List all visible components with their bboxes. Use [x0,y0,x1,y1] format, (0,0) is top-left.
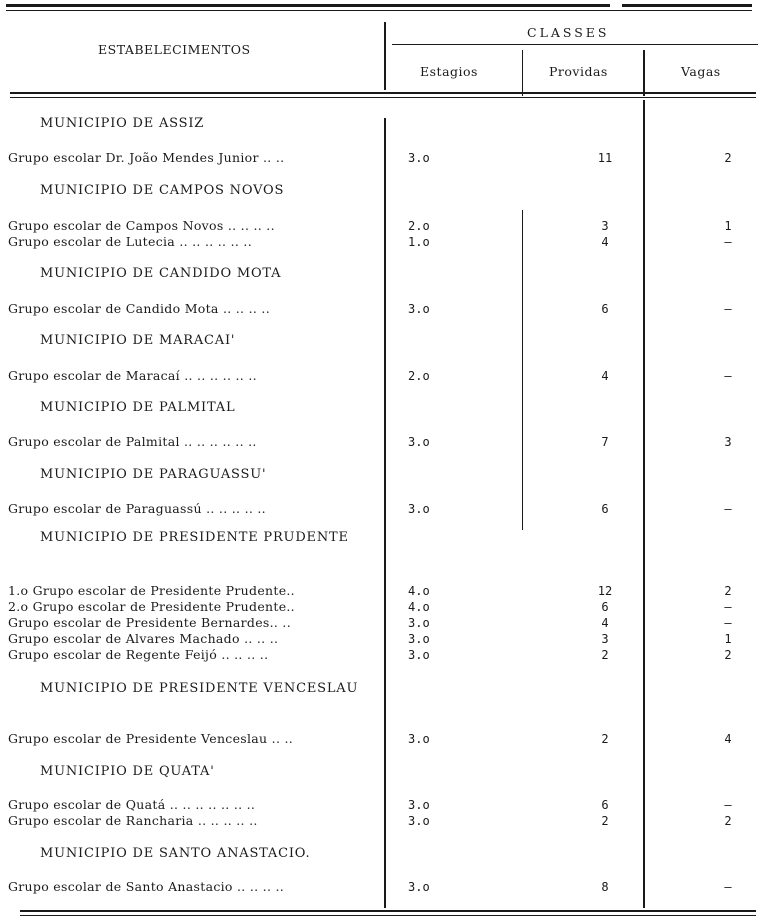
stage-cell: 2.o [408,219,430,233]
provided-cell: 11 [597,151,613,165]
school-name: Grupo escolar de Paraguassú .. .. .. .. .. [8,501,266,516]
school-name: Grupo escolar de Regente Feijó .. .. .. .. [8,647,269,662]
vacant-cell: — [724,600,732,614]
provided-cell: 3 [601,632,609,646]
provided-cell: 8 [601,880,609,894]
bottom-rule-2 [20,915,756,916]
municipio-title: MUNICIPIO DE PALMITAL [40,400,236,415]
vacant-cell: 2 [724,151,732,165]
school-name: Grupo escolar de Palmital .. .. .. .. .. .. [8,434,257,449]
stage-cell: 4.o [408,584,430,598]
school-name: Grupo escolar de Quatá .. .. .. .. .. .. .. [8,797,256,812]
provided-cell: 4 [601,369,609,383]
stage-cell: 4.o [408,600,430,614]
top-rule-right [622,4,752,7]
provided-cell: 2 [601,814,609,828]
vacant-cell: — [724,798,732,812]
provided-cell: 6 [601,798,609,812]
school-name: Grupo escolar de Presidente Venceslau .. .. [8,731,294,746]
classes-underline [392,44,758,45]
body-divider-2 [522,210,523,530]
school-name: 1.o Grupo escolar de Presidente Prudente.. [8,583,295,598]
vacant-cell: — [724,616,732,630]
municipio-title: MUNICIPIO DE QUATA' [40,764,215,779]
vacant-header: Vagas [681,64,721,79]
vacant-cell: 2 [724,814,732,828]
municipio-title: MUNICIPIO DE PRESIDENTE VENCESLAU [40,681,359,696]
provided-cell: 4 [601,235,609,249]
school-name: Grupo escolar de Santo Anastacio .. .. .. .. [8,879,285,894]
stage-cell: 3.o [408,732,430,746]
stage-cell: 1.o [408,235,430,249]
header-divider-3 [643,50,645,96]
stage-cell: 2.o [408,369,430,383]
header-rule-2 [10,97,756,98]
header-rule-1 [10,92,756,94]
stage-cell: 3.o [408,302,430,316]
vacant-cell: — [724,235,732,249]
vacant-cell: 2 [724,584,732,598]
establishments-header: ESTABELECIMENTOS [98,42,251,57]
header-divider-1 [384,22,386,90]
classes-header: CLASSES [527,25,610,40]
provided-cell: 4 [601,616,609,630]
vacant-cell: — [724,880,732,894]
vacant-cell: 2 [724,648,732,662]
stage-cell: 3.o [408,435,430,449]
stages-header: Estagios [420,64,478,79]
municipio-title: MUNICIPIO DE PARAGUASSU' [40,467,267,482]
stage-cell: 3.o [408,880,430,894]
bottom-rule-1 [20,910,756,912]
stage-cell: 3.o [408,616,430,630]
school-name: Grupo escolar de Rancharia .. .. .. .. .. [8,813,258,828]
school-name: Grupo escolar de Lutecia .. .. .. .. .. .. [8,234,252,249]
municipio-title: MUNICIPIO DE CANDIDO MOTA [40,266,282,281]
school-name: Grupo escolar de Alvares Machado .. .. .. [8,631,279,646]
vacant-cell: 1 [724,219,732,233]
provided-cell: 2 [601,648,609,662]
provided-cell: 12 [597,584,613,598]
stage-cell: 3.o [408,814,430,828]
stage-cell: 3.o [408,502,430,516]
provided-header: Providas [549,64,608,79]
provided-cell: 7 [601,435,609,449]
provided-cell: 2 [601,732,609,746]
provided-cell: 6 [601,302,609,316]
provided-cell: 6 [601,502,609,516]
municipio-title: MUNICIPIO DE MARACAI' [40,333,236,348]
body-divider-1 [384,118,386,908]
stage-cell: 3.o [408,798,430,812]
stage-cell: 3.o [408,151,430,165]
vacant-cell: 4 [724,732,732,746]
header-divider-2 [522,50,523,96]
school-name: Grupo escolar de Candido Mota .. .. .. .. [8,301,270,316]
vacant-cell: — [724,502,732,516]
stage-cell: 3.o [408,648,430,662]
school-name: Grupo escolar de Presidente Bernardes.. .. [8,615,291,630]
municipio-title: MUNICIPIO DE PRESIDENTE PRUDENTE [40,530,349,545]
school-name: Grupo escolar de Maracaí .. .. .. .. .. .. [8,368,257,383]
top-rule [6,4,610,7]
vacant-cell: — [724,302,732,316]
municipio-title: MUNICIPIO DE SANTO ANASTACIO. [40,846,311,861]
stage-cell: 3.o [408,632,430,646]
municipio-title: MUNICIPIO DE ASSIZ [40,116,205,131]
vacant-cell: — [724,369,732,383]
school-name: Grupo escolar Dr. João Mendes Junior .. .. [8,150,285,165]
municipio-title: MUNICIPIO DE CAMPOS NOVOS [40,183,285,198]
school-name: Grupo escolar de Campos Novos .. .. .. .. [8,218,275,233]
school-name: 2.o Grupo escolar de Presidente Prudente.. [8,599,295,614]
provided-cell: 6 [601,600,609,614]
provided-cell: 3 [601,219,609,233]
vacant-cell: 1 [724,632,732,646]
vacant-cell: 3 [724,435,732,449]
top-rule-thin [6,10,752,11]
